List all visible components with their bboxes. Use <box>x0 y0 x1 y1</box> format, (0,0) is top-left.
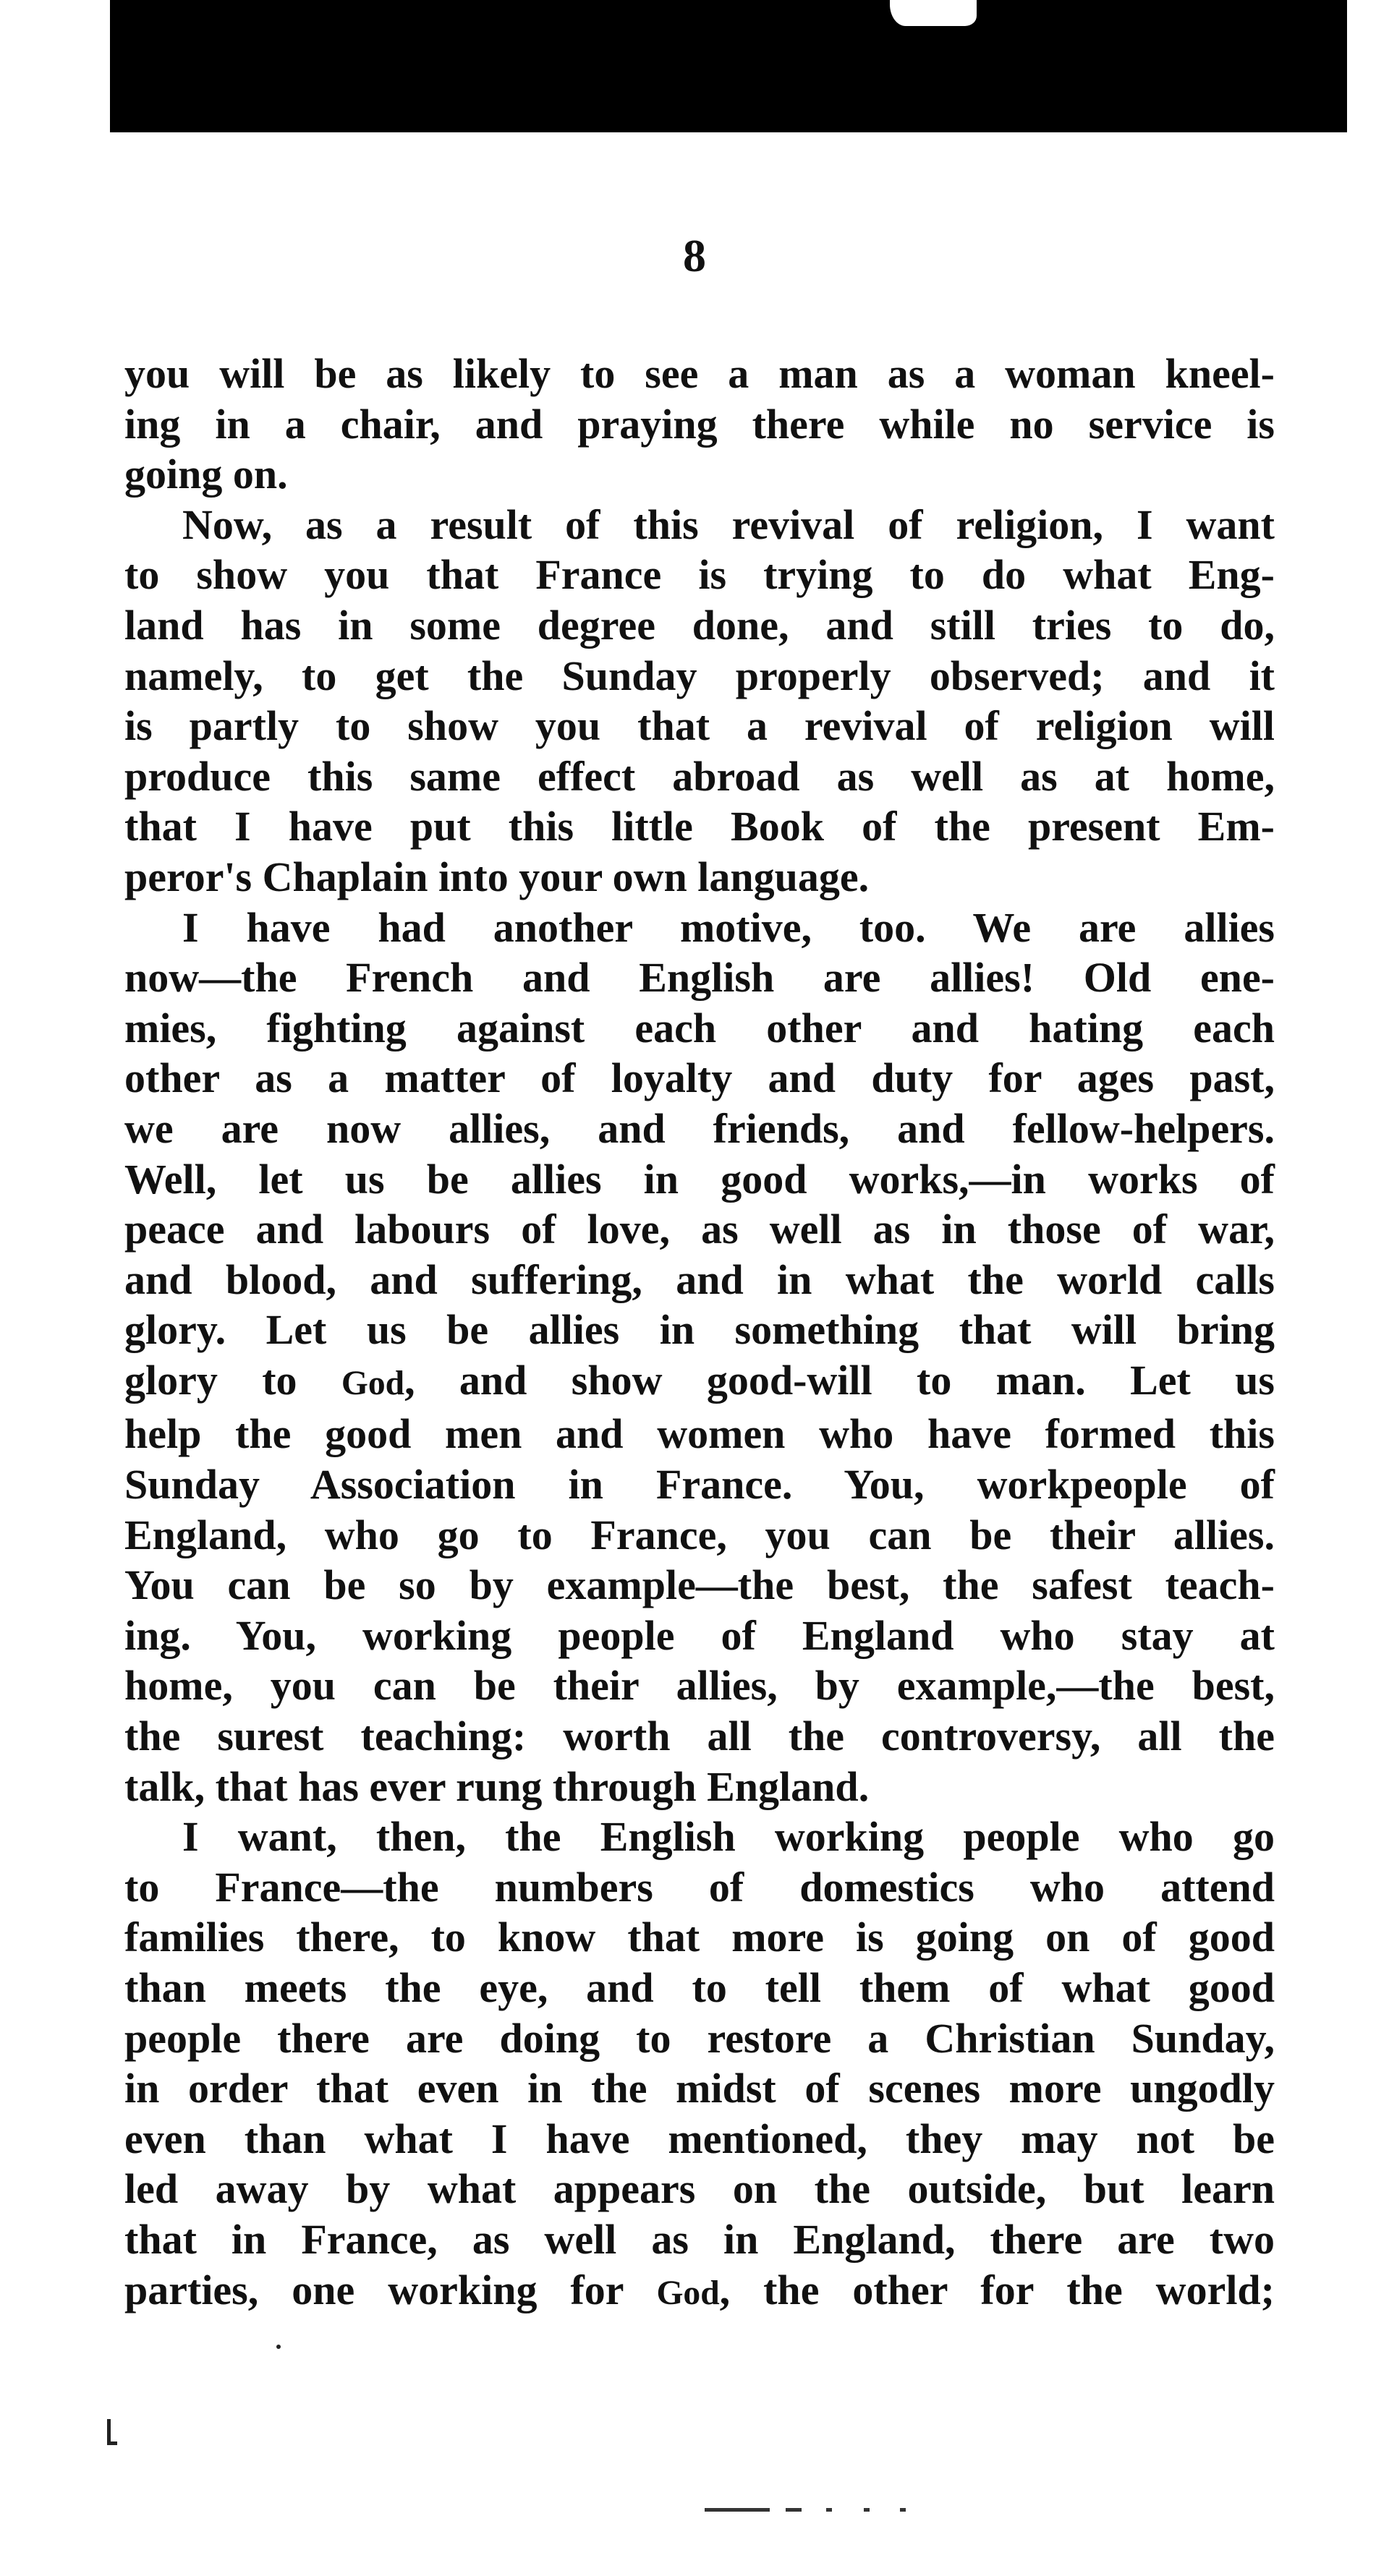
text-line: in order that even in the midst of scenes more ungodly <box>124 2065 1275 2112</box>
text-line: Now, as a result of this revival of religion, I want <box>182 500 1275 548</box>
text-line: the surest teaching: worth all the controversy, all the <box>124 1713 1275 1760</box>
text-line <box>124 1355 1275 1409</box>
text-line <box>124 2265 1275 2319</box>
body-text <box>124 349 1275 2319</box>
scan-edge-notch <box>890 0 977 26</box>
paragraph-3 <box>124 903 1275 1812</box>
scan-dash-marks <box>705 2508 936 2514</box>
margin-mark <box>107 2419 117 2445</box>
text-line: talk, that has ever rung through England. <box>124 1762 870 1810</box>
paragraph-2 <box>124 500 1275 903</box>
text-span: glory to <box>124 1356 341 1404</box>
text-line: ing in a chair, and praying there while no service is <box>124 400 1275 448</box>
text-line: even than what I have mentioned, they may not be <box>124 2115 1275 2162</box>
text-line: peror's Chaplain into your own language. <box>124 853 870 900</box>
dash-mark <box>900 2508 906 2512</box>
small-caps-god: God <box>656 2274 720 2312</box>
text-line: is partly to show you that a revival of religion will <box>124 702 1275 750</box>
text-line: led away by what appears on the outside, but learn <box>124 2165 1275 2213</box>
text-line: peace and labours of love, as well as in those of war, <box>124 1206 1275 1253</box>
dash-mark <box>864 2508 870 2512</box>
text-line: help the good men and women who have formed this <box>124 1410 1275 1458</box>
text-line: other as a matter of loyalty and duty for ages past, <box>124 1054 1275 1102</box>
text-line: people there are doing to restore a Christian Sunday, <box>124 2014 1275 2062</box>
text-line: than meets the eye, and to tell them of what good <box>124 1964 1275 2011</box>
scan-speck <box>276 2345 281 2349</box>
paragraph-4 <box>124 1812 1275 2319</box>
text-line: families there, to know that more is going on of good <box>124 1914 1275 1961</box>
text-line: now—the French and English are allies! Old ene- <box>124 954 1275 1002</box>
text-line: namely, to get the Sunday properly observed; and it <box>124 652 1275 699</box>
text-line: I want, then, the English working people who go <box>182 1813 1275 1861</box>
text-line: we are now allies, and friends, and fellow-helpers. <box>124 1104 1275 1152</box>
small-caps-god: God <box>341 1364 405 1402</box>
text-span: , the other for the world; <box>719 2266 1275 2313</box>
text-line: you will be as likely to see a man as a woman kneel- <box>124 350 1275 397</box>
text-line: and blood, and suffering, and in what the world calls <box>124 1255 1275 1303</box>
text-line: land has in some degree done, and still tries to do, <box>124 601 1275 649</box>
text-line: produce this same effect abroad as well as at home, <box>124 752 1275 800</box>
text-line: You can be so by example—the best, the safest teach- <box>124 1561 1275 1609</box>
dash-mark <box>826 2508 832 2512</box>
text-line: to France—the numbers of domestics who attend <box>124 1863 1275 1911</box>
text-line: Well, let us be allies in good works,—in works of <box>124 1155 1275 1203</box>
text-line: Sunday Association in France. You, workpeople of <box>124 1461 1275 1509</box>
page-number: 8 <box>683 230 706 281</box>
text-line: England, who go to France, you can be their allies. <box>124 1511 1275 1558</box>
scan-edge-band <box>110 0 1347 132</box>
text-line: mies, fighting against each other and hating each <box>124 1004 1275 1052</box>
text-line: that in France, as well as in England, there are two <box>124 2215 1275 2263</box>
text-line: that I have put this little Book of the present Em- <box>124 803 1275 850</box>
text-line: glory. Let us be allies in something that will bring <box>124 1306 1275 1354</box>
dash-mark <box>786 2508 802 2512</box>
text-span: , and show good-will to man. Let us <box>404 1356 1275 1404</box>
text-line: to show you that France is trying to do what Eng- <box>124 551 1275 599</box>
text-line: I have had another motive, too. We are allies <box>182 903 1275 951</box>
text-line: home, you can be their allies, by example,—the best, <box>124 1662 1275 1710</box>
text-line: going on. <box>124 451 288 498</box>
dash-mark <box>705 2508 770 2512</box>
paragraph-1 <box>124 349 1275 500</box>
text-span: parties, one working for <box>124 2266 657 2313</box>
text-line: ing. You, working people of England who stay at <box>124 1611 1275 1659</box>
